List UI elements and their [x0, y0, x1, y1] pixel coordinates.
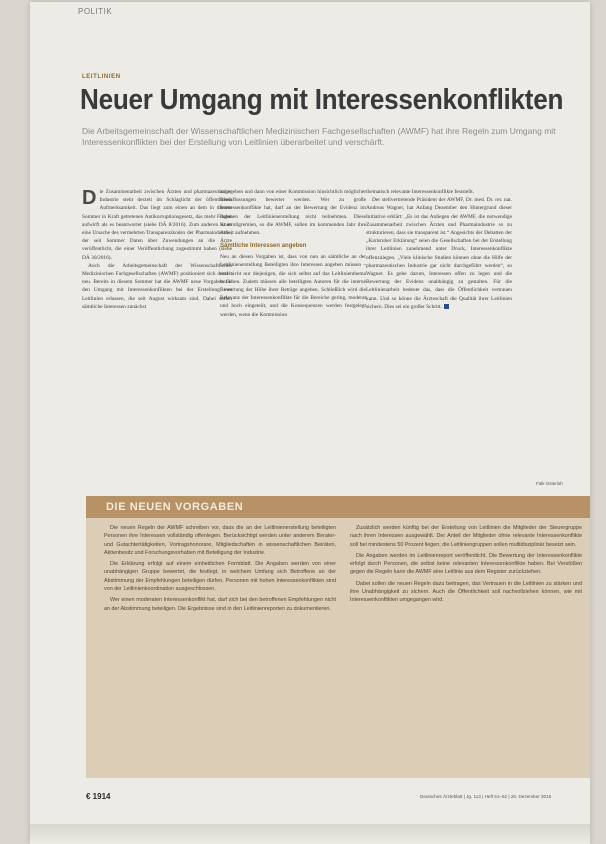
article-column-3 — [366, 188, 512, 311]
paragraph: Die neuen Regeln der AWMF schreiben vor, dass die an der Leitlinienerstellung beteiligten Personen ihre Interessen vollständig offenlegen. Berücksichtigt werden unter anderem Berater- und Gutachtertätigkeiten, Vortragshonorare, Mitgliedschaften in wissenschaftlichen Beiräten, Aktienbesitz und Forschungsvorhaben mit Beteiligung der Industrie. — [104, 525, 336, 556]
article-subhead: Sämtliche Interessen angeben — [220, 243, 307, 250]
author-credit: Falk Osterloh — [536, 481, 563, 486]
paragraph: Der stellvertretende Präsident der AWMF, Dr. med. Dr. rer. nat. Andreas Wagner, hat Anfang Dezember den Hintergrund dieser Initiative erklärt: „Es ist das Anliegen der AWMF, die notwendige Zusammenarbeit zwischen Ärzten und Pharmaindustrie so zu strukturieren, dass sie transparent ist.“ Angesichts der Debatten der „Karlsruher Erklärung“ seien die Gesellschaften bei der Erstellung ihrer Leitlinien zunehmend unter Druck, Interessenkonflikte offenzulegen. „Viele klinische Studien können ohne die Hilfe der pharmazeutischen Industrie gar nicht durchgeführt werden“, so Wagner. Es gehe darum, Interessen offen zu legen und die Bewertung der Evidenz unabhängig zu gestalten. Für die Leitlinienarbeit bedeute das, dass die Öffentlichkeit vertrauen kann. Und so könne die Ärzteschaft die Qualität ihrer Leitlinien sichern. Dies sei ein großer Schritt. — [366, 197, 512, 310]
page-fold — [30, 824, 590, 844]
article-title: Neuer Umgang mit Interessenkonflikten — [80, 84, 564, 116]
paragraph: thematisch relevante Interessenkonflikte feststellt. — [366, 189, 475, 195]
paragraph: Wer einen moderaten Interessenkonflikt hat, darf sich bei den betroffenen Empfehlungen nicht an der Abstimmung beteiligen. Die Ergebnisse sind in den Leitlinienreporten zu dokumentieren. — [104, 597, 336, 612]
article-lead: Die Arbeitsgemeinschaft der Wissenschaftlichen Medizinischen Fachgesellschaften (AWMF) hat ihre Regeln zum Umgang mit Interessenkonflikten bei der Erstellung von Leitlinien überarbeitet und verschärft. — [82, 126, 556, 147]
paragraph: Die Zusammenarbeit zwischen Ärzten und pharmazeutischer Industrie steht derzeit im Schlaglicht der öffentlichen Aufmerksamkeit. Das liegt zum einen an dem in diesem Sommer in Kraft getretenen Antikorruptionsgesetz, das mehr Fragen aufwirft als es beantwortet (siehe DÄ 8/2016). Zum anderen ist es eine Ursache des vermehrten Transparenzkodex der Pharmaindustrie, der seit Sommer Daten über Zuwendungen an die Ärzte veröffentlicht, die einer Veröffentlichung zugestimmt haben (siehe DÄ 30/2016). — [82, 187, 232, 261]
paragraph: Auch die Arbeitsgemeinschaft der Wissenschaftlichen Medizinischen Fachgesellschaften (AWMF) positioniert sich derzeit neu. Bereits in diesem Sommer hat die AWMF neue Vorgaben für den Umgang mit Interessenkonflikten bei der Erstellung von Leitlinien erlassen, die seit August wirksam sind. Dabei sollen sämtliche Interessen zunächst — [82, 262, 232, 310]
info-box — [86, 496, 590, 778]
article-column-1 — [82, 188, 232, 311]
magazine-page — [30, 2, 590, 844]
issue-citation: Deutsches Ärzteblatt | Jg. 113 | Heft 51–52 | 26. Dezember 2016 — [420, 794, 552, 799]
paragraph: Die Erklärung erfolgt auf einem einheitlichen Formblatt. Die Angaben werden von einer unabhängigen Gruppe bewertet, die festlegt, in welchem Umfang sich Betroffene an der Abstimmung der Empfehlungen beteiligen dürfen. Personen mit hohen Interessenkonflikten sind von der Leitlinienkoordination ausgeschlossen. — [104, 561, 336, 593]
paragraph: Die Angaben werden im Leitlinienreport veröffentlicht. Die Bewertung der Interessenkonflikte erfolgt durch Personen, die selbst keine relevanten Interessenkonflikte haben. Bei Verstößen gegen die Regeln kann die AWMF eine Leitlinie aus dem Register zurückziehen. — [350, 552, 582, 576]
info-box-column-1 — [104, 524, 336, 616]
page-number: € 1914 — [86, 792, 111, 801]
paragraph: angegeben und dann von einer Kommission hinsichtlich möglicher Beeinflussungen bewertet werden. Wer zu große Interessenkonflikte hat, darf an der Bewertung der Evidenz im Rahmen der Leitlinienerstellung nicht teilnehmen. Diese Kontrollgremien, so die AWMF, sollen im kommenden Jahr ihre Arbeit aufnehmen. — [220, 189, 366, 237]
section-label: POLITIK — [78, 7, 113, 16]
end-mark-icon — [444, 304, 449, 309]
info-box-title: DIE NEUEN VORGABEN — [106, 501, 244, 513]
paragraph: Neu an diesen Vorgaben ist, dass von nun an sämtliche an der Leitlinienerstellung Beteiligten ihre Interessen angeben müssen – und nicht nur diejenigen, die sich selbst auf das Leitlinienthema beziehen. Zudem müssen alle beteiligten Autoren für die interne Bewertung der Höhe ihrer Beträge angeben. Schließlich wird die Relevanz der Interessenkonflikte für die Bereiche gering, moderat und hoch eingeteilt, und die Konsequenzen werden festgelegt werden, wenn die Kommission — [220, 254, 366, 318]
article-column-2 — [220, 188, 366, 319]
info-box-header — [86, 496, 590, 518]
article-kicker: LEITLINIEN — [82, 74, 121, 80]
paragraph: Zusätzlich werden künftig bei der Erstellung von Leitlinien die Mitglieder der Steuergruppe nach ihren Interessen ausgewählt. Der Anteil der Mitglieder ohne relevante Interessenkonflikte soll bei mindestens 50 Prozent liegen; die Leitliniengruppen sollen multidisziplinär besetzt sein. — [350, 525, 582, 548]
drop-cap: D — [82, 187, 97, 209]
paragraph: Dabei sollen die neuen Regeln dazu beitragen, das Vertrauen in die Leitlinien zu stärken und ihre Unabhängigkeit zu sichern. Auch die Öffentlichkeit soll nachvollziehen können, wie mit Interessenkonflikten umgegangen wird. — [350, 580, 582, 604]
info-box-column-2 — [350, 524, 582, 608]
